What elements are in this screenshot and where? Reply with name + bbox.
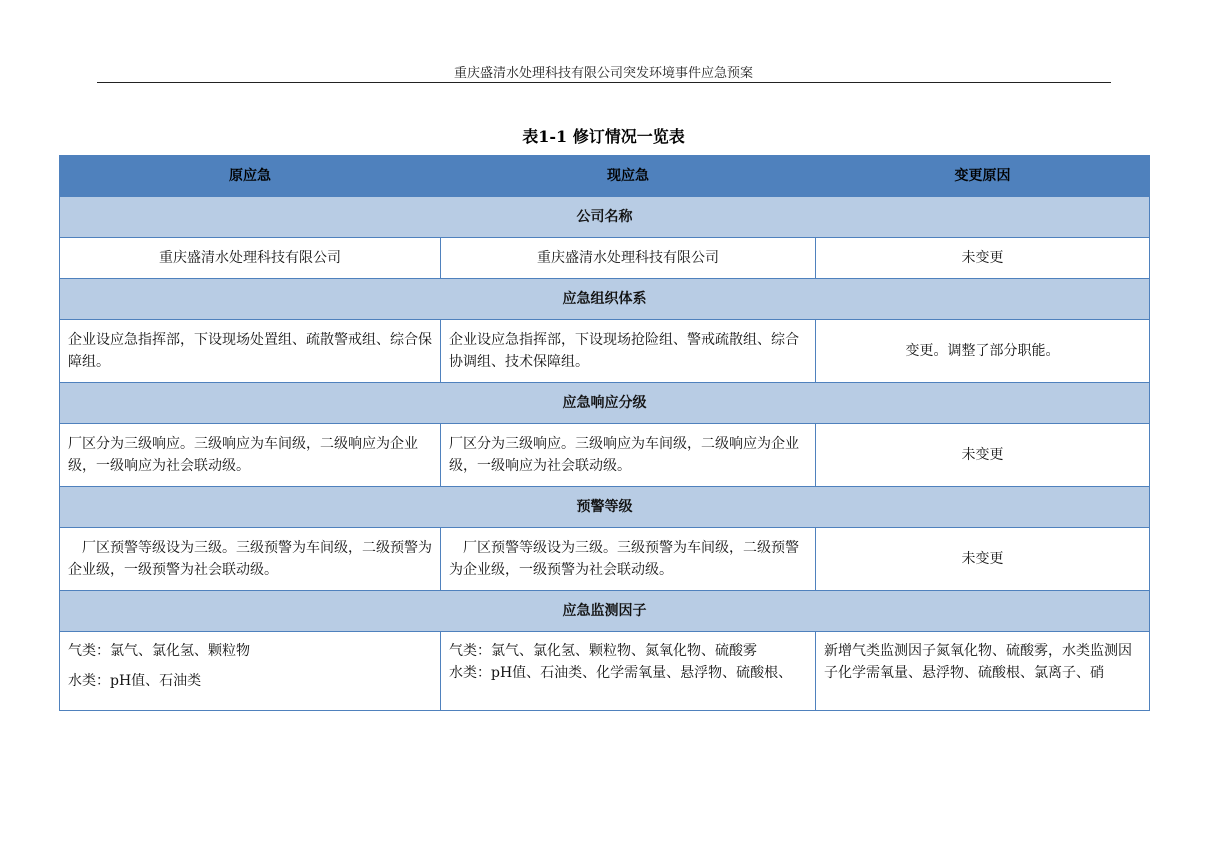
table-row xyxy=(60,528,1150,591)
cell-original: 厂区预警等级设为三级。三级预警为车间级，二级预警为企业级，一级预警为社会联动级。 xyxy=(60,528,441,591)
column-header-reason: 变更原因 xyxy=(816,156,1150,197)
column-header-current: 现应急 xyxy=(441,156,816,197)
table-title: 表1-1 修订情况一览表 xyxy=(522,127,685,146)
page-header: 重庆盛清水处理科技有限公司突发环境事件应急预案 xyxy=(453,66,753,81)
section-title-organization: 应急组织体系 xyxy=(60,279,1150,320)
cell-reason: 未变更 xyxy=(816,528,1150,591)
reason-monitoring-text: 新增气类监测因子氮氧化物、硫酸雾，水类监测因子化学需氧量、悬浮物、硫酸根、氯离子、硝 xyxy=(824,643,1132,681)
table-row xyxy=(60,424,1150,487)
section-row xyxy=(60,197,1150,238)
cell-reason: 未变更 xyxy=(816,238,1150,279)
cell-reason: 未变更 xyxy=(816,424,1150,487)
section-row xyxy=(60,487,1150,528)
table-header-row xyxy=(60,156,1150,197)
cell-reason: 变更。调整了部分职能。 xyxy=(816,320,1150,383)
section-row xyxy=(60,591,1150,632)
cell-current: 企业设应急指挥部，下设现场抢险组、警戒疏散组、综合协调组、技术保障组。 xyxy=(441,320,816,383)
section-title-company-name: 公司名称 xyxy=(60,197,1150,238)
cell-current-content xyxy=(449,640,807,692)
cell-reason xyxy=(816,632,1150,711)
section-title-monitoring-factors: 应急监测因子 xyxy=(60,591,1150,632)
table-row xyxy=(60,238,1150,279)
section-row xyxy=(60,383,1150,424)
current-water-factors: 水类：pH值、石油类、化学需氧量、悬浮物、硫酸根、 xyxy=(449,665,793,681)
section-title-response-levels: 应急响应分级 xyxy=(60,383,1150,424)
column-header-original: 原应急 xyxy=(60,156,441,197)
section-row xyxy=(60,279,1150,320)
table-row xyxy=(60,320,1150,383)
header-divider xyxy=(97,82,1111,83)
current-gas-factors: 气类：氯气、氯化氢、颗粒物、氮氧化物、硫酸雾 xyxy=(449,643,757,659)
cell-current: 厂区预警等级设为三级。三级预警为车间级，二级预警为企业级，一级预警为社会联动级。 xyxy=(441,528,816,591)
cell-original xyxy=(60,632,441,711)
cell-original-content xyxy=(68,640,432,692)
cell-current: 重庆盛清水处理科技有限公司 xyxy=(441,238,816,279)
revision-table xyxy=(59,155,1150,711)
original-gas-factors: 气类：氯气、氯化氢、颗粒物 xyxy=(68,643,250,659)
original-water-factors: 水类：pH值、石油类 xyxy=(68,673,202,689)
cell-original: 企业设应急指挥部，下设现场处置组、疏散警戒组、综合保障组。 xyxy=(60,320,441,383)
cell-current xyxy=(441,632,816,711)
cell-current: 厂区分为三级响应。三级响应为车间级，二级响应为企业级，一级响应为社会联动级。 xyxy=(441,424,816,487)
table-row xyxy=(60,632,1150,711)
section-title-warning-levels: 预警等级 xyxy=(60,487,1150,528)
cell-original: 厂区分为三级响应。三级响应为车间级，二级响应为企业级，一级响应为社会联动级。 xyxy=(60,424,441,487)
cell-original: 重庆盛清水处理科技有限公司 xyxy=(60,238,441,279)
